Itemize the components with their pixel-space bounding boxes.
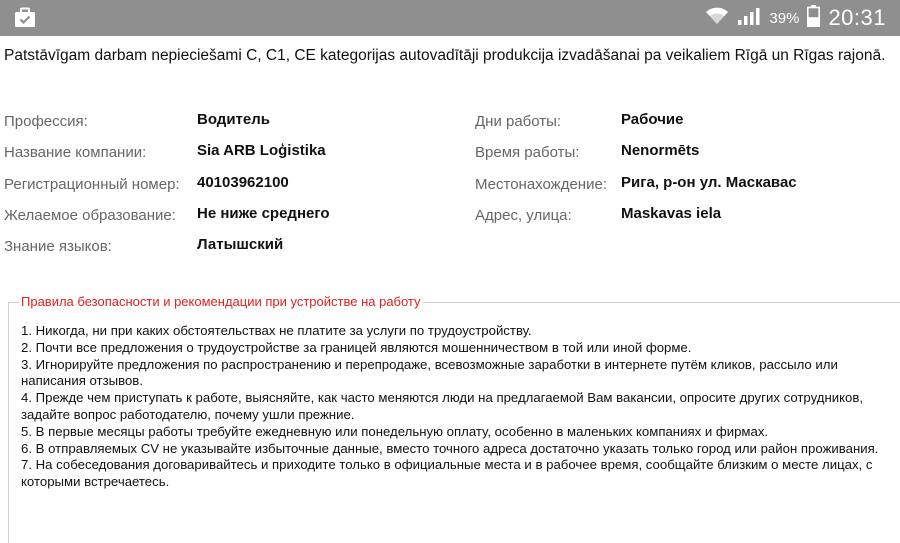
detail-value: Латышский — [197, 236, 284, 253]
detail-value: 40103962100 — [197, 174, 289, 191]
status-icons — [705, 0, 886, 36]
safety-rule: 4. Прежде чем приступать к работе, выясняйте, как часто меняются люди на предлагаемой Вам вакансии, опросите других сотрудников, задайте вопрос работодателю, почему ушли прежние. — [21, 390, 864, 422]
detail-label: Название компании: — [4, 144, 147, 161]
detail-value: Рабочие — [621, 111, 684, 128]
battery-icon — [807, 5, 820, 32]
safety-rule: 2. Почти все предложения о трудоустройстве за границей являются мошенничеством в той или иной форме. — [21, 339, 692, 355]
safety-rules-title: Правила безопасности и рекомендации при устройстве на работу — [21, 294, 421, 309]
detail-label: Профессия: — [4, 113, 88, 130]
status-bar — [0, 0, 900, 36]
safety-rules-list — [21, 323, 900, 491]
battery-percent: 39% — [769, 9, 800, 27]
detail-label: Желаемое образование: — [4, 207, 176, 224]
safety-rule: 3. Игнорируйте предложения по распространению и перепродаже, всевозможные заработки в интернете путём кликов, рассыло или написания отзывов. — [21, 356, 838, 389]
detail-label: Время работы: — [475, 144, 580, 161]
detail-value: Рига, р-он ул. Маскавас — [621, 174, 797, 191]
detail-value: Maskavas iela — [621, 205, 722, 222]
detail-label: Адрес, улица: — [475, 207, 572, 224]
job-details — [0, 110, 900, 260]
detail-label: Дни работы: — [475, 113, 562, 130]
safety-rule: 1. Никогда, ни при каких обстоятельствах не платите за услуги по трудоустройству. — [21, 323, 532, 338]
signal-icon — [737, 6, 761, 31]
detail-value: Водитель — [197, 111, 270, 128]
safety-rules-box — [8, 294, 900, 543]
detail-value: Nenormēts — [621, 142, 700, 159]
wifi-icon — [705, 6, 729, 31]
detail-label: Местонахождение: — [475, 176, 607, 193]
clock: 20:31 — [828, 5, 886, 30]
detail-value: Sia ARB Loģistika — [197, 142, 326, 159]
detail-value: Не ниже среднего — [197, 205, 330, 222]
briefcase-icon — [14, 7, 36, 29]
detail-label: Знание языков: — [4, 238, 112, 255]
job-description: Patstāvīgam darbam nepieciešami C, C1, CE kategorijas autovadītāji produkcija izvadāšanai pa veikaliem Rīgā un Rīgas rajonā. — [4, 47, 886, 64]
safety-rule: 7. На собеседования договаривайтесь и приходите только в официальные места и в рабочее время, сообщайте близким о месте лицах, с которыми встречаетесь. — [21, 457, 873, 490]
detail-label: Регистрационный номер: — [4, 176, 180, 193]
safety-rule: 6. В отправляемых CV не указывайте избыточные данные, вместо точного адреса достаточно указать только город или район проживания. — [21, 440, 879, 456]
safety-rule: 5. В первые месяцы работы требуйте ежедневную или понедельную оплату, особенно в маленьких компаниях и фирмах. — [21, 423, 769, 439]
